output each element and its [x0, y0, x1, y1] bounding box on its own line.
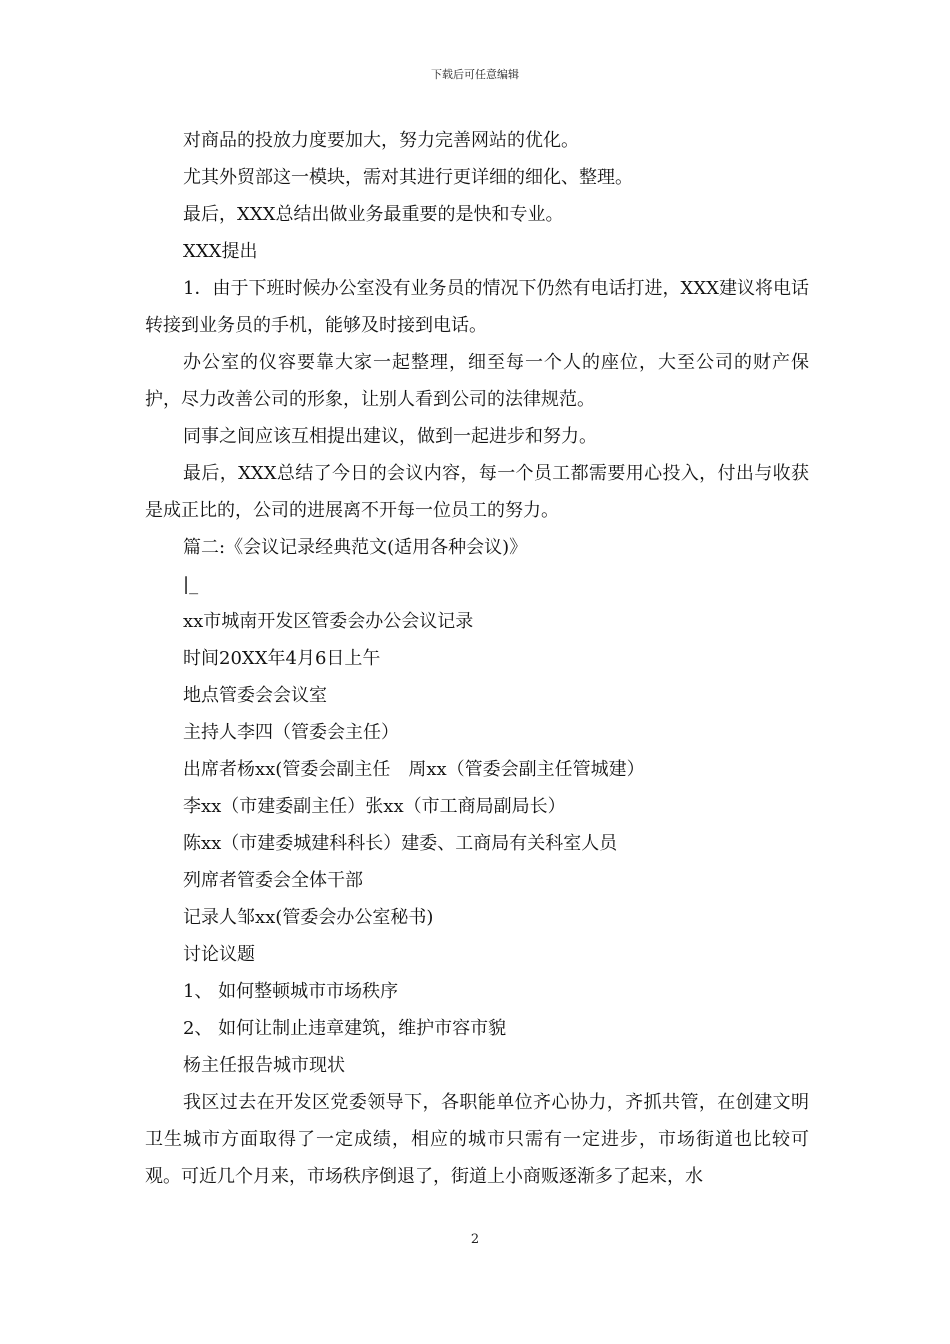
paragraph: 同事之间应该互相提出建议，做到一起进步和努力。	[183, 426, 597, 447]
paragraph: 1．由于下班时候办公室没有业务员的情况下仍然有电话打进，XXX建议将电话转接到业务员的手机，能够及时接到电话。	[145, 278, 809, 336]
paragraph: 最后，XXX总结了今日的会议内容，每一个员工都需要用心投入，付出与收获是成正比的，公司的进展离不开每一位员工的努力。	[145, 463, 809, 521]
paragraph: 我区过去在开发区党委领导下，各职能单位齐心协力，齐抓共管，在创建文明卫生城市方面取得了一定成绩，相应的城市只需有一定进步，市场街道也比较可观。可近几个月来，市场秩序倒退了，街道上小商贩逐渐多了起来，水	[145, 1092, 809, 1187]
document-body	[145, 122, 809, 1195]
minutes-recorder: 记录人邹xx(管委会办公室秘书)	[183, 907, 434, 928]
page-header: 下载后可任意编辑	[431, 68, 519, 81]
paragraph: 尤其外贸部这一模块，需对其进行更详细的细化、整理。	[183, 167, 633, 188]
minutes-topic: 1、 如何整顿城市市场秩序	[183, 981, 399, 1002]
paragraph: 对商品的投放力度要加大，努力完善网站的优化。	[183, 130, 579, 151]
paragraph: 最后，XXX总结出做业务最重要的是快和专业。	[183, 204, 564, 225]
minutes-attendees: 陈xx（市建委城建科科长）建委、工商局有关科室人员	[183, 833, 618, 854]
page-number: 2	[470, 1232, 480, 1247]
paragraph: XXX提出	[183, 241, 258, 262]
minutes-attendees: 李xx（市建委副主任）张xx（市工商局副局长）	[183, 796, 566, 817]
paragraph: 杨主任报告城市现状	[183, 1055, 345, 1076]
minutes-topics-heading: 讨论议题	[183, 944, 255, 965]
minutes-observers: 列席者管委会全体干部	[183, 870, 363, 891]
minutes-title: xx市城南开发区管委会办公会议记录	[183, 611, 474, 632]
minutes-location: 地点管委会会议室	[183, 685, 327, 706]
section-title: 篇二:《会议记录经典范文(适用各种会议)》	[183, 537, 528, 558]
paragraph: |_	[183, 574, 199, 595]
minutes-topic: 2、 如何让制止违章建筑，维护市容市貌	[183, 1018, 507, 1039]
paragraph: 办公室的仪容要靠大家一起整理，细至每一个人的座位，大至公司的财产保护，尽力改善公司的形象，让别人看到公司的法律规范。	[145, 352, 809, 410]
minutes-time: 时间20XX年4月6日上午	[183, 648, 381, 669]
minutes-attendees: 出席者杨xx(管委会副主任 周xx（管委会副主任管城建）	[183, 759, 645, 780]
minutes-host: 主持人李四（管委会主任）	[183, 722, 399, 743]
